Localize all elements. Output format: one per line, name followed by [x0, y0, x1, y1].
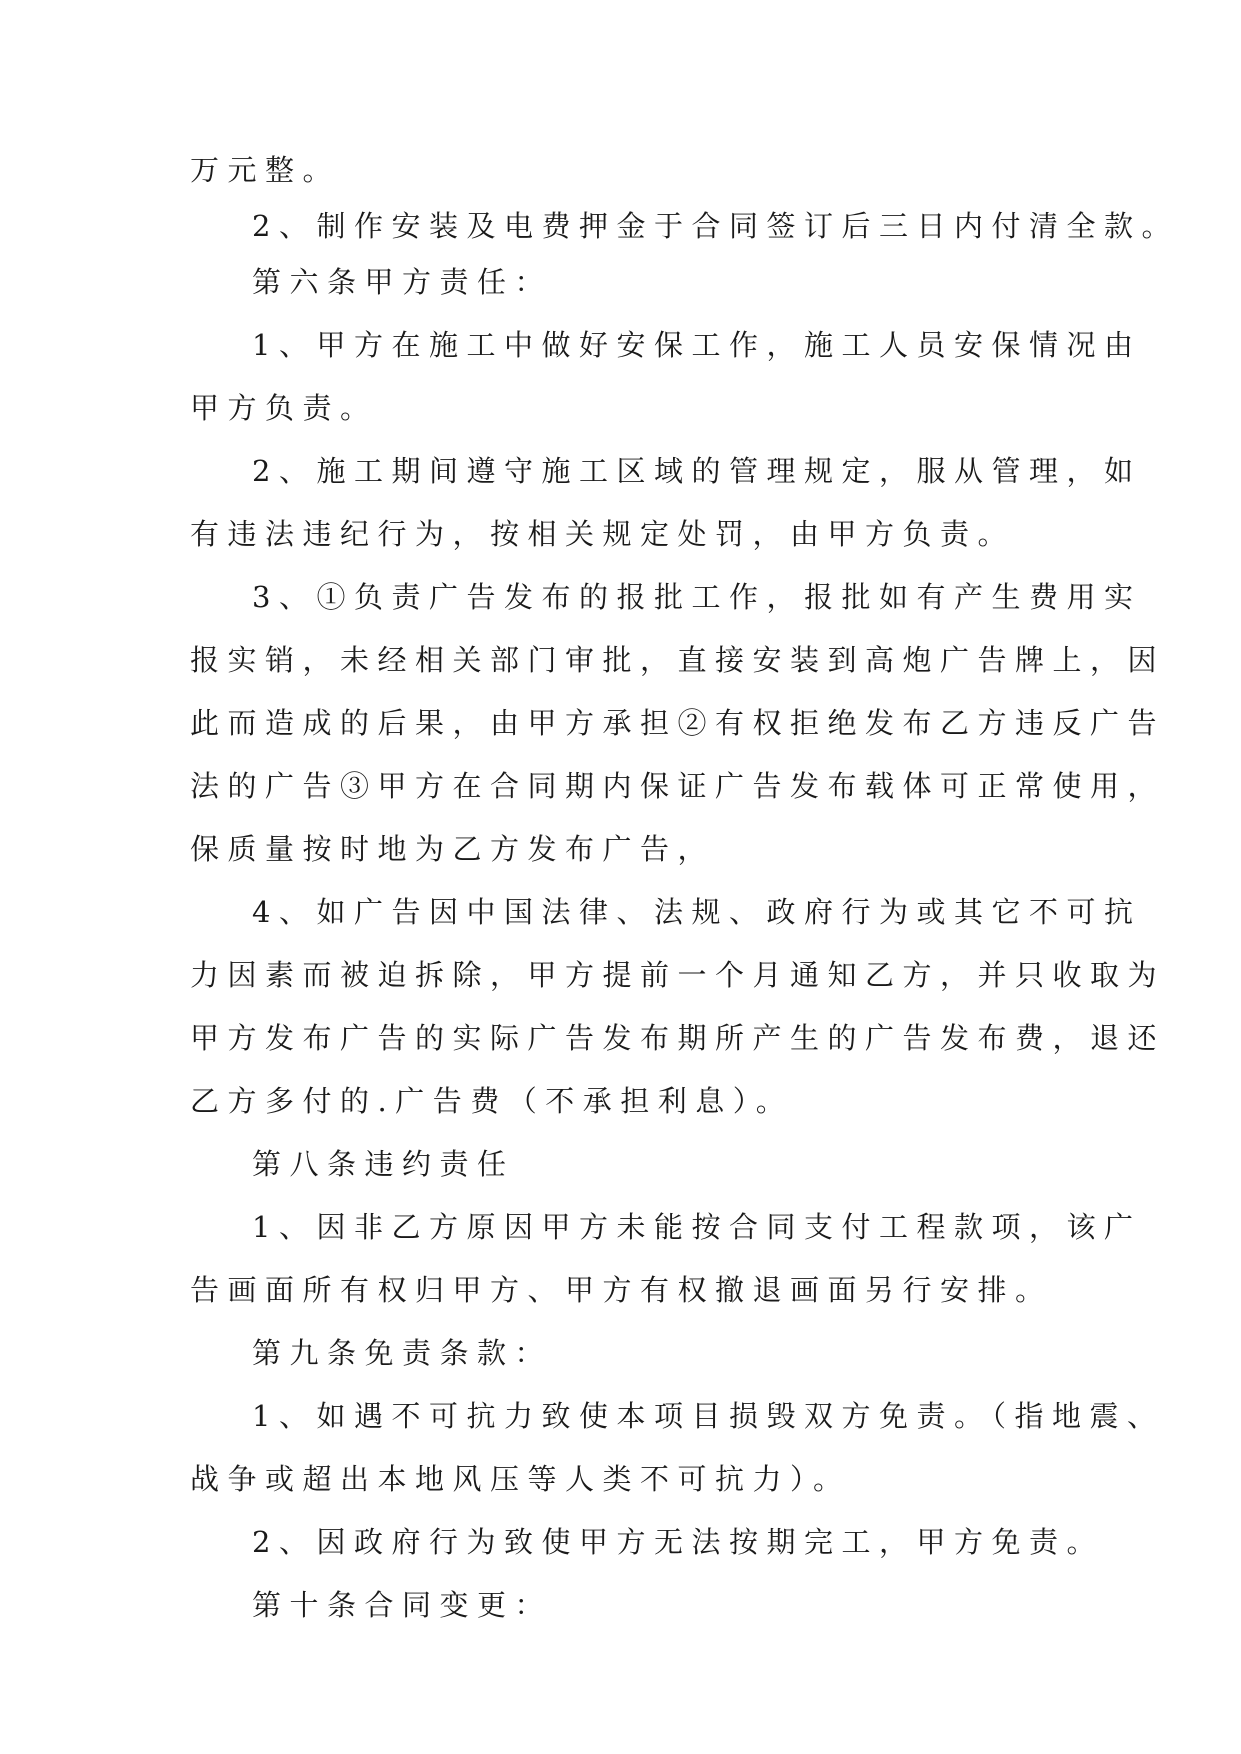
text-line: 2、施工期间遵守施工区域的管理规定，服从管理，如 — [252, 454, 1142, 488]
text-line: 1、因非乙方原因甲方未能按合同支付工程款项，该广 — [252, 1210, 1142, 1244]
text-line: 4、如广告因中国法律、法规、政府行为或其它不可抗 — [252, 895, 1142, 929]
section-heading: 第九条免责条款： — [252, 1336, 553, 1370]
text-line: 甲方发布广告的实际广告发布期所产生的广告发布费，退还 — [190, 1021, 1166, 1055]
text-line: 1、甲方在施工中做好安保工作，施工人员安保情况由 — [252, 328, 1142, 362]
text-line: 告画面所有权归甲方、甲方有权撤退画面另行安排。 — [190, 1273, 1053, 1307]
text-line: 保质量按时地为乙方发布广告， — [190, 832, 716, 866]
section-heading: 第六条甲方责任： — [252, 265, 553, 299]
text-line: 法的广告③甲方在合同期内保证广告发布载体可正常使用， — [190, 769, 1166, 803]
text-line: 3、①负责广告发布的报批工作，报批如有产生费用实 — [252, 580, 1142, 614]
text-line: 万元整。 — [190, 153, 341, 187]
text-line: 此而造成的后果，由甲方承担②有权拒绝发布乙方违反广告 — [190, 706, 1166, 740]
text-line: 战争或超出本地风压等人类不可抗力）。 — [190, 1462, 851, 1496]
text-line: 2、制作安装及电费押金于合同签订后三日内付清全款。 — [252, 209, 1179, 243]
text-line: 报实销，未经相关部门审批，直接安装到高炮广告牌上，因 — [190, 643, 1166, 677]
text-line: 乙方多付的.广告费（不承担利息）。 — [190, 1084, 794, 1118]
text-line: 1、如遇不可抗力致使本项目损毁双方免责。（指地震、 — [252, 1399, 1165, 1433]
text-line: 2、因政府行为致使甲方无法按期完工，甲方免责。 — [252, 1525, 1104, 1559]
section-heading: 第十条合同变更： — [252, 1588, 553, 1622]
text-line: 有违法违纪行为，按相关规定处罚，由甲方负责。 — [190, 517, 1016, 551]
text-line: 力因素而被迫拆除，甲方提前一个月通知乙方，并只收取为 — [190, 958, 1166, 992]
section-heading: 第八条违约责任 — [252, 1147, 515, 1181]
text-line: 甲方负责。 — [190, 391, 378, 425]
